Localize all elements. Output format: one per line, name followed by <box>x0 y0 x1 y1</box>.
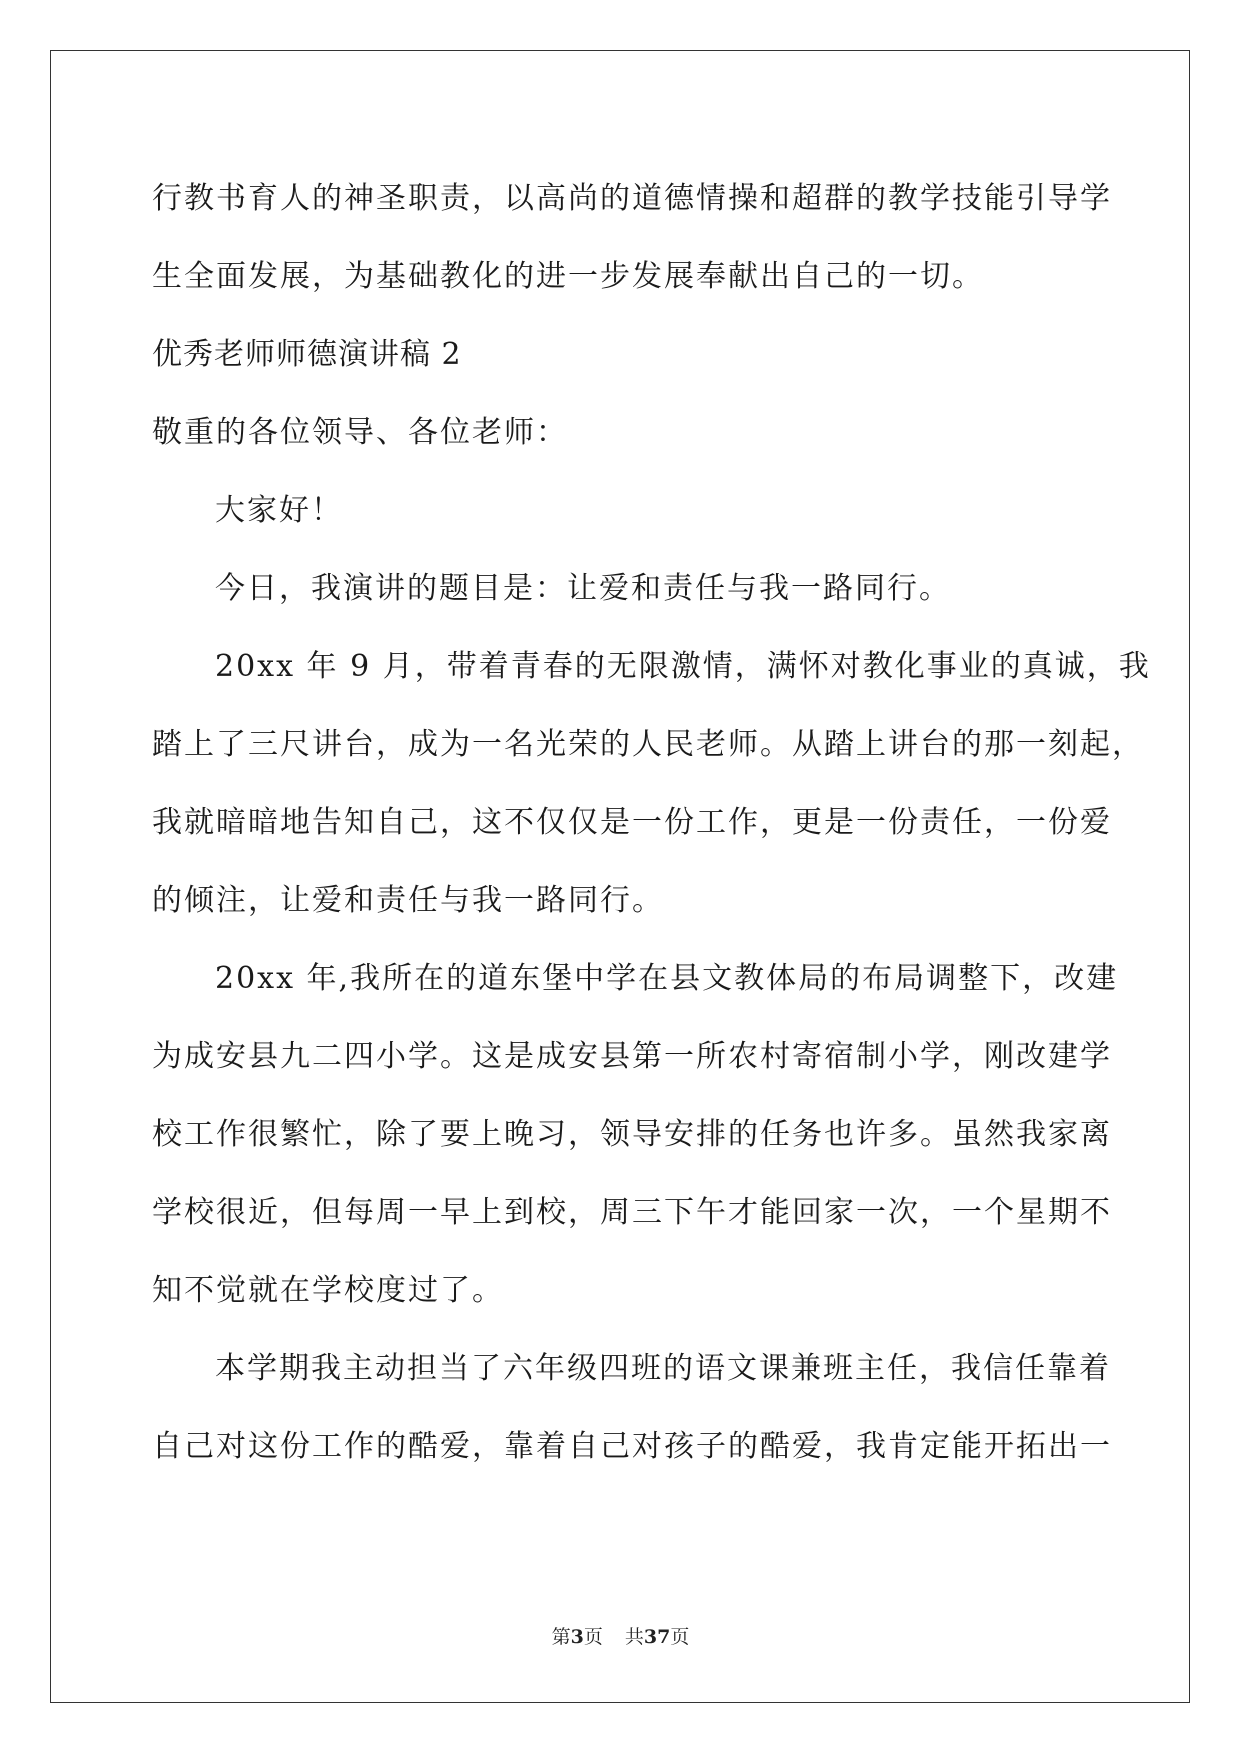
text-line: 的倾注，让爱和责任与我一路同行。 <box>152 883 664 918</box>
text-line: 20xx 年,我所在的道东堡中学在县文教体局的布局调整下，改建 <box>215 961 1119 996</box>
total-page-number: 37 <box>643 1626 671 1648</box>
text-line: 为成安县九二四小学。这是成安县第一所农村寄宿制小学，刚改建学 <box>152 1039 1112 1074</box>
text-line: 自己对这份工作的酷爱，靠着自己对孩子的酷爱，我肯定能开拓出一 <box>152 1429 1112 1464</box>
text-line: 行教书育人的神圣职责，以高尚的道德情操和超群的教学技能引导学 <box>152 181 1112 216</box>
text-line: 生全面发展，为基础教化的进一步发展奉献出自己的一切。 <box>152 259 984 294</box>
text-line: 校工作很繁忙，除了要上晚习，领导安排的任务也许多。虽然我家离 <box>152 1117 1112 1152</box>
text-line: 学校很近，但每周一早上到校，周三下午才能回家一次，一个星期不 <box>152 1195 1112 1230</box>
total-suffix: 页 <box>670 1626 690 1648</box>
text-line: 今日，我演讲的题目是：让爱和责任与我一路同行。 <box>215 571 951 606</box>
salutation: 敬重的各位领导、各位老师： <box>152 415 568 450</box>
greeting: 大家好！ <box>215 493 343 528</box>
document-body <box>152 160 1151 1486</box>
current-page-number: 3 <box>570 1626 584 1648</box>
section-heading: 优秀老师师德演讲稿 2 <box>152 337 462 372</box>
text-line: 本学期我主动担当了六年级四班的语文课兼班主任，我信任靠着 <box>215 1351 1111 1386</box>
text-line: 踏上了三尺讲台，成为一名光荣的人民老师。从踏上讲台的那一刻起， <box>152 727 1144 762</box>
page-prefix: 第 <box>551 1626 571 1648</box>
page-suffix: 页 <box>583 1626 603 1648</box>
total-prefix: 共 <box>624 1626 644 1648</box>
text-line: 知不觉就在学校度过了。 <box>152 1273 504 1308</box>
text-line: 我就暗暗地告知自己，这不仅仅是一份工作，更是一份责任，一份爱 <box>152 805 1112 840</box>
text-line: 20xx 年 9 月，带着青春的无限激情，满怀对教化事业的真诚，我 <box>215 649 1151 684</box>
page-footer <box>0 1622 1241 1649</box>
